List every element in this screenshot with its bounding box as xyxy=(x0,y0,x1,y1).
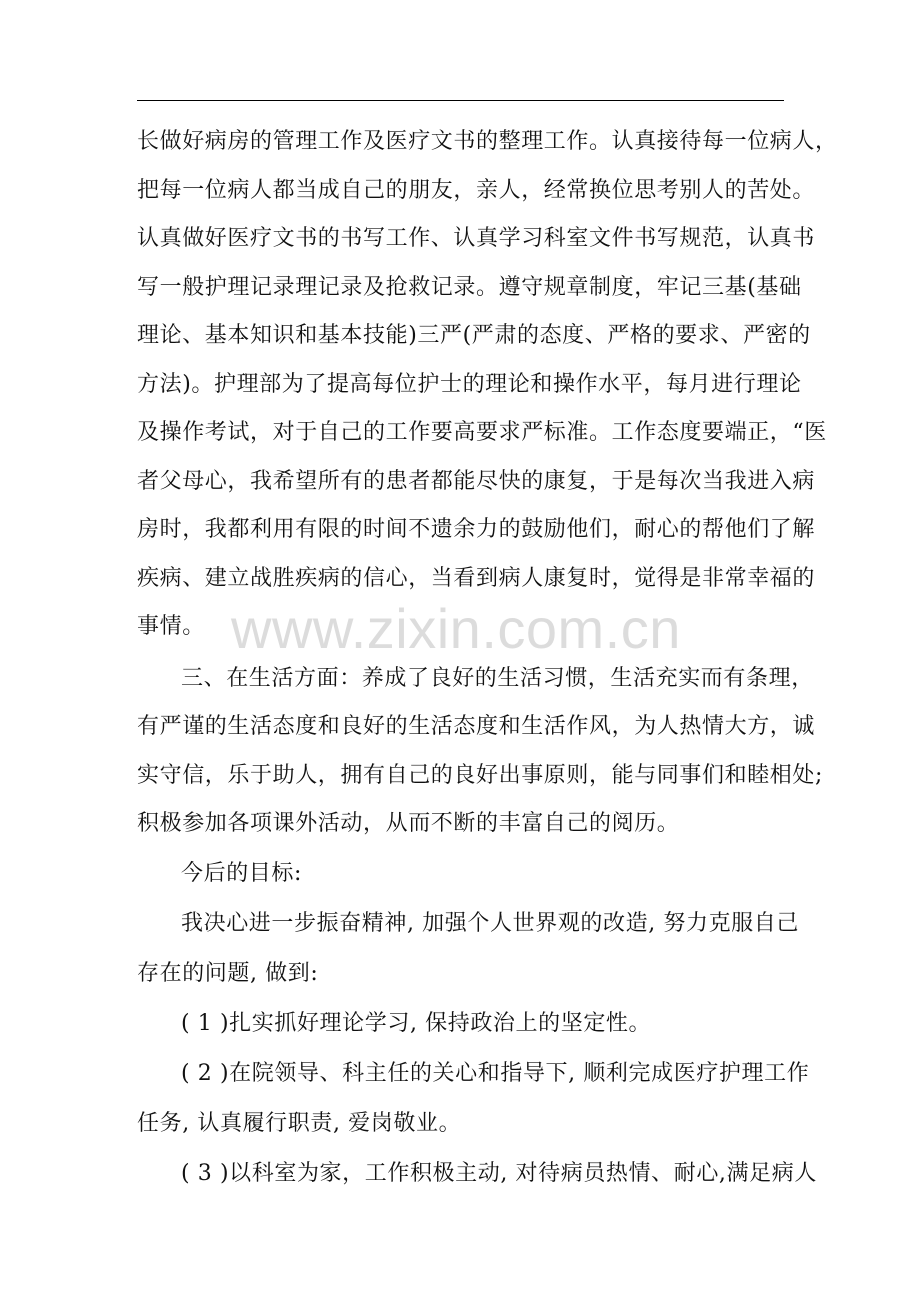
text-line: ( 3 )以科室为家，工作积极主动, 对待病员热情、耐心,满足病人 xyxy=(181,1160,817,1186)
text-line: 把每一位病人都当成自己的朋友，亲人，经常换位思考别人的苦处。 xyxy=(137,177,816,203)
paragraph-goals-heading xyxy=(137,849,787,899)
paragraph-life xyxy=(137,655,824,849)
text-line: 理论、基本知识和基本技能)三严(严肃的态度、严格的要求、严密的 xyxy=(137,323,811,348)
text-line: 积极参加各项课外活动，从而不断的丰富自己的阅历。 xyxy=(137,811,680,836)
paragraph-work-continued xyxy=(137,118,838,652)
text-line: 疾病、建立战胜疾病的信心，当看到病人康复时，觉得是非常幸福的 xyxy=(137,565,816,591)
document-body xyxy=(137,118,838,1199)
list-item-2 xyxy=(137,1049,810,1149)
text-line: 我决心进一步振奋精神, 加强个人世界观的改造, 努力克服自己 xyxy=(181,910,799,936)
paragraph-resolution xyxy=(137,899,799,999)
text-line: 三、在生活方面：养成了良好的生活习惯，生活充实而有条理， xyxy=(181,665,814,691)
text-line: 有严谨的生活态度和良好的生活态度和生活作风，为人热情大方，诚 xyxy=(137,714,816,739)
text-line: ( 1 )扎实抓好理论学习, 保持政治上的坚定性。 xyxy=(181,1010,652,1036)
list-item-3 xyxy=(137,1149,817,1199)
text-line: 写一般护理记录理记录及抢救记录。遵守规章制度，牢记三基(基础 xyxy=(137,274,802,300)
text-line: 者父母心，我希望所有的患者都能尽快的康复，于是每次当我进入病 xyxy=(137,468,816,494)
text-line: 方法)。护理部为了提高每位护士的理论和操作水平，每月进行理论 xyxy=(137,371,802,397)
text-line: 实守信，乐于助人，拥有自己的良好出事原则，能与同事们和睦相处; xyxy=(137,762,824,788)
text-line: 认真做好医疗文书的书写工作、认真学习科室文件书写规范，认真书 xyxy=(137,226,816,251)
watermark: www.zixin.com.cn xyxy=(231,597,681,660)
header-rule xyxy=(137,100,784,101)
text-line: 任务, 认真履行职责, 爱岗敬业。 xyxy=(137,1110,462,1136)
text-line: 房时，我都利用有限的时间不遗余力的鼓励他们，耐心的帮他们了解 xyxy=(137,517,816,542)
text-line: 及操作考试，对于自己的工作要高要求严标准。工作态度要端正，“医 xyxy=(137,420,827,445)
text-line: 事情。 xyxy=(137,614,205,639)
text-line: ( 2 )在院领导、科主任的关心和指导下, 顺利完成医疗护理工作 xyxy=(181,1060,810,1086)
text-line: 长做好病房的管理工作及医疗文书的整理工作。认真接待每一位病人， xyxy=(137,129,838,154)
section-heading: 今后的目标: xyxy=(181,860,303,886)
list-item-1 xyxy=(137,999,787,1049)
text-line: 存在的问题, 做到: xyxy=(137,960,319,986)
